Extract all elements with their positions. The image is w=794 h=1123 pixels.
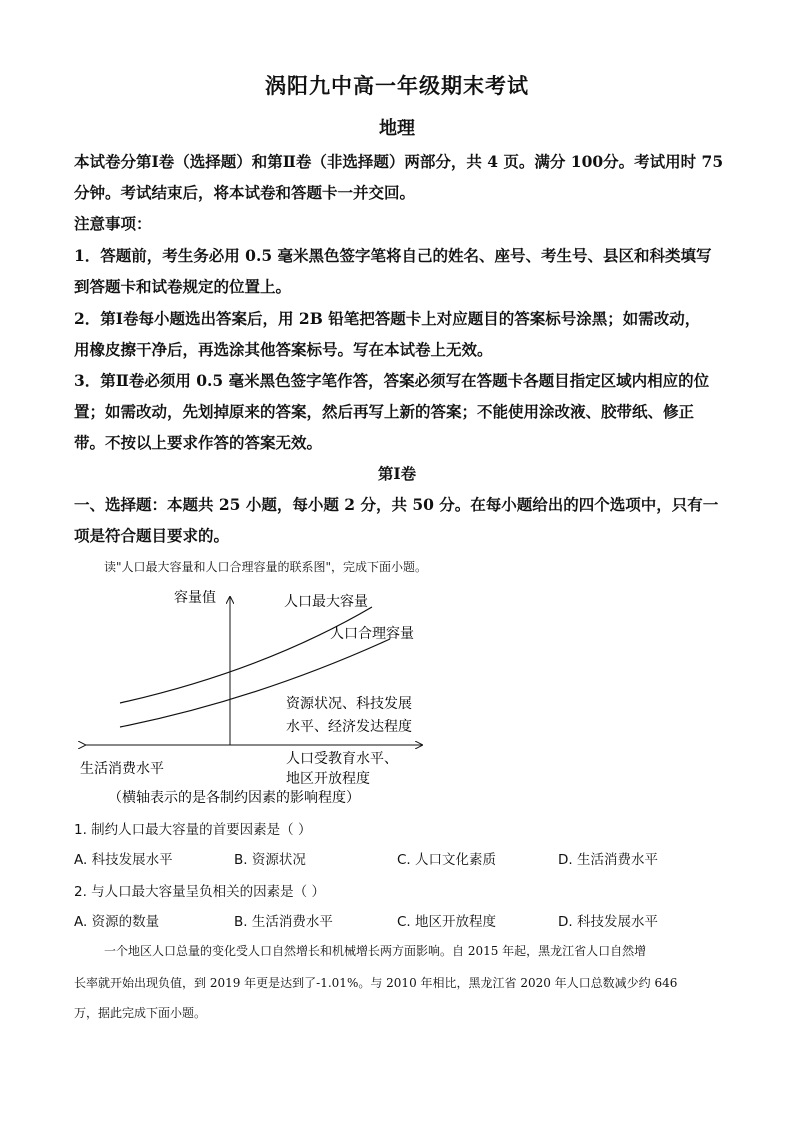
question-1-option-d: D. 生活消费水平: [558, 852, 658, 868]
section-instruction-line-2: 项是符合题目要求的。: [74, 526, 230, 545]
right-factor-line-1: 资源状况、科技发展: [286, 696, 412, 712]
subject-title: 地理: [379, 118, 415, 139]
note-2-line-2: 用橡皮擦干净后，再选涂其他答案标号。写在本试卷上无效。: [74, 340, 493, 359]
question-2-option-a: A. 资源的数量: [74, 914, 160, 930]
intro-line-2: 分钟。考试结束后，将本试卷和答题卡一并交回。: [74, 183, 416, 202]
note-3-line-3: 带。不按以上要求作答的答案无效。: [74, 433, 323, 452]
bottom-factor-line-2: 地区开放程度: [286, 771, 370, 787]
question-1-option-a: A. 科技发展水平: [74, 852, 173, 868]
right-factor-line-2: 水平、经济发达程度: [286, 719, 412, 735]
capacity-diagram: [60, 585, 440, 815]
intro-line-1: 本试卷分第Ⅰ卷（选择题）和第Ⅱ卷（非选择题）两部分，共 4 页。满分 100分。考试用时 75: [74, 152, 724, 171]
question-1-option-c: C. 人口文化素质: [397, 852, 497, 868]
reasonable-capacity-label: 人口合理容量: [330, 626, 414, 642]
note-3-line-1: 3．第Ⅱ卷必须用 0.5 毫米黑色签字笔作答，答案必须写在答题卡各题目指定区域内相应的位: [74, 371, 710, 390]
question-2-stem: 2. 与人口最大容量呈负相关的因素是（ ）: [74, 884, 325, 900]
left-factor-label: 生活消费水平: [80, 761, 164, 777]
bottom-factor-line-1: 人口受教育水平、: [286, 751, 398, 767]
note-1-line-2: 到答题卡和试卷规定的位置上。: [74, 277, 292, 296]
note-1-line-1: 1．答题前，考生务必用 0.5 毫米黑色签字笔将自己的姓名、座号、考生号、县区和科类填写: [74, 246, 712, 265]
figure-caption: 读"人口最大容量和人口合理容量的联系图"，完成下面小题。: [104, 560, 428, 574]
note-3-line-2: 置；如需改动，先划掉原来的答案，然后再写上新的答案；不能使用涂改液、胶带纸、修正: [74, 402, 695, 421]
y-axis-label: 容量值: [174, 590, 216, 606]
question-1-stem: 1. 制约人口最大容量的首要因素是（ ）: [74, 822, 312, 838]
question-2-option-d: D. 科技发展水平: [558, 914, 658, 930]
passage-line-1: 一个地区人口总量的变化受人口自然增长和机械增长两方面影响。自 2015 年起，黑龙江省人口自然增: [104, 944, 647, 958]
section-title: 第Ⅰ卷: [377, 464, 417, 483]
passage-line-2: 长率就开始出现负值，到 2019 年更是达到了-1.01%。与 2010 年相比，黑龙江省 2020 年人口总数减少约 646: [74, 976, 678, 990]
notes-heading: 注意事项：: [74, 214, 152, 233]
exam-title: 涡阳九中高一年级期末考试: [265, 73, 529, 98]
question-2-option-c: C. 地区开放程度: [397, 914, 497, 930]
passage-line-3: 万，据此完成下面小题。: [74, 1006, 207, 1020]
question-2-option-b: B. 生活消费水平: [234, 914, 333, 930]
question-1-option-b: B. 资源状况: [234, 852, 306, 868]
max-capacity-curve: [120, 607, 372, 703]
axis-note: （横轴表示的是各制约因素的影响程度）: [108, 790, 360, 806]
note-2-line-1: 2．第Ⅰ卷每小题选出答案后，用 2B 铅笔把答题卡上对应题目的答案标号涂黑；如需改动，: [74, 309, 701, 328]
reasonable-capacity-curve: [120, 639, 390, 727]
section-instruction-line-1: 一、选择题：本题共 25 小题，每小题 2 分，共 50 分。在每小题给出的四个选项中，只有一: [74, 495, 719, 514]
max-capacity-label: 人口最大容量: [284, 594, 368, 610]
